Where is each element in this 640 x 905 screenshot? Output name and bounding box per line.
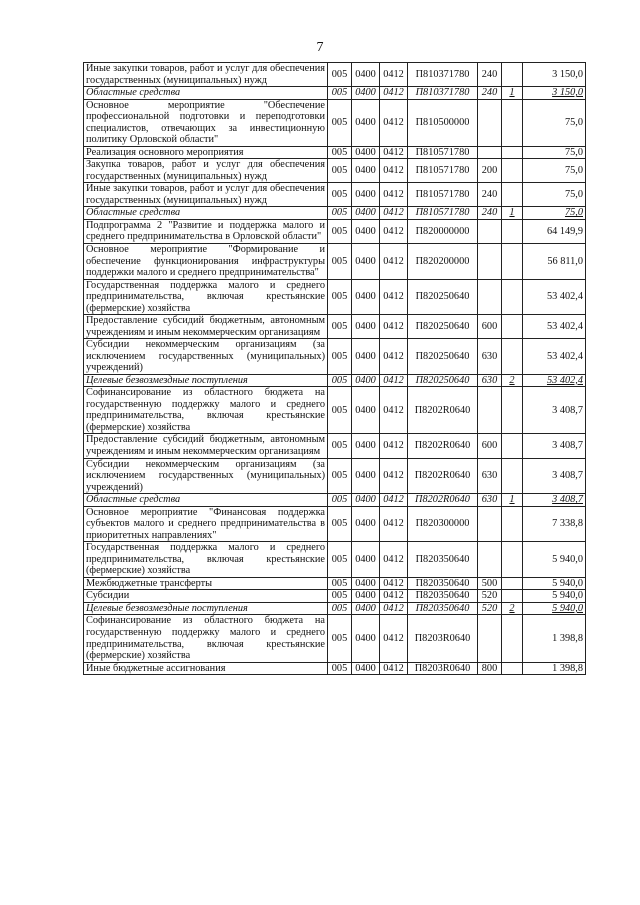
table-row (84, 279, 586, 315)
table-row (84, 183, 586, 207)
amount: 3 408,7 (523, 434, 586, 458)
budget-table (83, 62, 586, 675)
expense-kind-code: 520 (478, 602, 502, 615)
funding-source-code (502, 279, 523, 315)
subsection-code: 0412 (380, 279, 408, 315)
subsection-code: 0412 (380, 99, 408, 146)
row-name: Государственная поддержка малого и среднего предпринимательства, включая крестьянские (фермерские) хозяйства (84, 279, 328, 315)
section-code: 0400 (352, 602, 380, 615)
row-name: Закупка товаров, работ и услуг для обеспечения государственных (муниципальных) нужд (84, 159, 328, 183)
target-article-code: П810571780 (408, 159, 478, 183)
funding-source-code (502, 662, 523, 675)
expense-kind-code: 600 (478, 434, 502, 458)
ministry-code: 005 (328, 279, 352, 315)
subsection-code: 0412 (380, 615, 408, 662)
funding-source-code (502, 159, 523, 183)
table-row (84, 662, 586, 675)
row-name: Целевые безвозмездные поступления (84, 374, 328, 387)
expense-kind-code: 630 (478, 494, 502, 507)
row-name: Основное мероприятие "Формирование и обеспечение функционирования инфраструктуры поддержки малого и среднего предпринимательства" (84, 243, 328, 279)
funding-source-code: 1 (502, 207, 523, 220)
section-code: 0400 (352, 159, 380, 183)
expense-kind-code: 630 (478, 374, 502, 387)
expense-kind-code: 240 (478, 63, 502, 87)
subsection-code: 0412 (380, 183, 408, 207)
expense-kind-code (478, 219, 502, 243)
target-article-code: П8203R0640 (408, 662, 478, 675)
ministry-code: 005 (328, 374, 352, 387)
row-name: Субсидии некоммерческим организациям (за исключением государственных (муниципальных) учреждений) (84, 339, 328, 375)
section-code: 0400 (352, 87, 380, 100)
table-row (84, 146, 586, 159)
amount: 3 150,0 (523, 87, 586, 100)
amount: 75,0 (523, 183, 586, 207)
subsection-code: 0412 (380, 387, 408, 434)
expense-kind-code: 200 (478, 159, 502, 183)
section-code: 0400 (352, 99, 380, 146)
amount: 5 940,0 (523, 577, 586, 590)
target-article-code: П8202R0640 (408, 458, 478, 494)
amount: 53 402,4 (523, 279, 586, 315)
target-article-code: П820300000 (408, 506, 478, 542)
funding-source-code (502, 315, 523, 339)
section-code: 0400 (352, 339, 380, 375)
funding-source-code (502, 542, 523, 578)
amount: 5 940,0 (523, 602, 586, 615)
subsection-code: 0412 (380, 87, 408, 100)
row-name: Софинансирование из областного бюджета на государственную поддержку малого и среднего предпринимательства, включая крестьянские (фермерские) хозяйства (84, 387, 328, 434)
section-code: 0400 (352, 494, 380, 507)
table-row (84, 87, 586, 100)
section-code: 0400 (352, 542, 380, 578)
subsection-code: 0412 (380, 458, 408, 494)
table-row (84, 542, 586, 578)
section-code: 0400 (352, 458, 380, 494)
expense-kind-code: 240 (478, 183, 502, 207)
target-article-code: П820350640 (408, 590, 478, 603)
funding-source-code: 1 (502, 87, 523, 100)
expense-kind-code: 500 (478, 577, 502, 590)
expense-kind-code: 800 (478, 662, 502, 675)
target-article-code: П810571780 (408, 207, 478, 220)
table-row (84, 615, 586, 662)
subsection-code: 0412 (380, 374, 408, 387)
section-code: 0400 (352, 315, 380, 339)
funding-source-code (502, 434, 523, 458)
amount: 5 940,0 (523, 590, 586, 603)
amount: 64 149,9 (523, 219, 586, 243)
section-code: 0400 (352, 577, 380, 590)
funding-source-code (502, 146, 523, 159)
target-article-code: П820250640 (408, 339, 478, 375)
row-name: Иные бюджетные ассигнования (84, 662, 328, 675)
target-article-code: П810371780 (408, 87, 478, 100)
funding-source-code: 2 (502, 374, 523, 387)
amount: 75,0 (523, 159, 586, 183)
ministry-code: 005 (328, 243, 352, 279)
expense-kind-code (478, 387, 502, 434)
target-article-code: П8203R0640 (408, 615, 478, 662)
ministry-code: 005 (328, 662, 352, 675)
section-code: 0400 (352, 590, 380, 603)
target-article-code: П8202R0640 (408, 434, 478, 458)
subsection-code: 0412 (380, 159, 408, 183)
section-code: 0400 (352, 374, 380, 387)
row-name: Подпрограмма 2 "Развитие и поддержка малого и среднего предпринимательства в Орловской области" (84, 219, 328, 243)
row-name: Иные закупки товаров, работ и услуг для обеспечения государственных (муниципальных) нужд (84, 63, 328, 87)
section-code: 0400 (352, 279, 380, 315)
target-article-code: П820200000 (408, 243, 478, 279)
amount: 3 408,7 (523, 494, 586, 507)
expense-kind-code: 630 (478, 458, 502, 494)
ministry-code: 005 (328, 506, 352, 542)
amount: 53 402,4 (523, 374, 586, 387)
funding-source-code (502, 183, 523, 207)
expense-kind-code (478, 506, 502, 542)
funding-source-code (502, 387, 523, 434)
expense-kind-code: 520 (478, 590, 502, 603)
table-row (84, 506, 586, 542)
subsection-code: 0412 (380, 434, 408, 458)
row-name: Основное мероприятие "Финансовая поддержка субъектов малого и среднего предпринимательства в приоритетных направлениях" (84, 506, 328, 542)
ministry-code: 005 (328, 146, 352, 159)
expense-kind-code: 600 (478, 315, 502, 339)
ministry-code: 005 (328, 615, 352, 662)
amount: 56 811,0 (523, 243, 586, 279)
amount: 1 398,8 (523, 662, 586, 675)
ministry-code: 005 (328, 183, 352, 207)
table-row (84, 99, 586, 146)
target-article-code: П8202R0640 (408, 387, 478, 434)
row-name: Софинансирование из областного бюджета на государственную поддержку малого и среднего предпринимательства, включая крестьянские (фермерские) хозяйства (84, 615, 328, 662)
row-name: Целевые безвозмездные поступления (84, 602, 328, 615)
ministry-code: 005 (328, 219, 352, 243)
subsection-code: 0412 (380, 590, 408, 603)
expense-kind-code: 240 (478, 87, 502, 100)
ministry-code: 005 (328, 315, 352, 339)
amount: 7 338,8 (523, 506, 586, 542)
section-code: 0400 (352, 387, 380, 434)
amount: 75,0 (523, 99, 586, 146)
funding-source-code (502, 506, 523, 542)
funding-source-code (502, 339, 523, 375)
subsection-code: 0412 (380, 494, 408, 507)
subsection-code: 0412 (380, 146, 408, 159)
row-name: Государственная поддержка малого и среднего предпринимательства, включая крестьянские (фермерские) хозяйства (84, 542, 328, 578)
table-row (84, 339, 586, 375)
ministry-code: 005 (328, 494, 352, 507)
row-name: Областные средства (84, 87, 328, 100)
expense-kind-code (478, 279, 502, 315)
ministry-code: 005 (328, 63, 352, 87)
funding-source-code (502, 590, 523, 603)
row-name: Основное мероприятие "Обеспечение профессиональной подготовки и переподготовки специалистов, отвечающих за инвестиционную политику Орловской области" (84, 99, 328, 146)
section-code: 0400 (352, 63, 380, 87)
row-name: Областные средства (84, 207, 328, 220)
row-name: Межбюджетные трансферты (84, 577, 328, 590)
row-name: Предоставление субсидий бюджетным, автономным учреждениям и иным некоммерческим организациям (84, 434, 328, 458)
table-row (84, 458, 586, 494)
page-number: 7 (316, 40, 324, 55)
table-row (84, 590, 586, 603)
subsection-code: 0412 (380, 339, 408, 375)
amount: 75,0 (523, 207, 586, 220)
funding-source-code (502, 243, 523, 279)
target-article-code: П810500000 (408, 99, 478, 146)
table-row (84, 494, 586, 507)
ministry-code: 005 (328, 577, 352, 590)
table-row (84, 219, 586, 243)
target-article-code: П820350640 (408, 602, 478, 615)
funding-source-code (502, 99, 523, 146)
funding-source-code: 2 (502, 602, 523, 615)
row-name: Субсидии (84, 590, 328, 603)
target-article-code: П8202R0640 (408, 494, 478, 507)
table-row (84, 159, 586, 183)
expense-kind-code: 240 (478, 207, 502, 220)
section-code: 0400 (352, 183, 380, 207)
subsection-code: 0412 (380, 542, 408, 578)
target-article-code: П810571780 (408, 183, 478, 207)
section-code: 0400 (352, 662, 380, 675)
ministry-code: 005 (328, 434, 352, 458)
amount: 75,0 (523, 146, 586, 159)
section-code: 0400 (352, 615, 380, 662)
amount: 53 402,4 (523, 339, 586, 375)
funding-source-code: 1 (502, 494, 523, 507)
subsection-code: 0412 (380, 243, 408, 279)
target-article-code: П810571780 (408, 146, 478, 159)
table-row (84, 207, 586, 220)
ministry-code: 005 (328, 458, 352, 494)
table-row (84, 374, 586, 387)
ministry-code: 005 (328, 159, 352, 183)
section-code: 0400 (352, 146, 380, 159)
row-name: Предоставление субсидий бюджетным, автономным учреждениям и иным некоммерческим организациям (84, 315, 328, 339)
expense-kind-code: 630 (478, 339, 502, 375)
expense-kind-code (478, 542, 502, 578)
funding-source-code (502, 63, 523, 87)
subsection-code: 0412 (380, 315, 408, 339)
target-article-code: П820250640 (408, 315, 478, 339)
table-row (84, 243, 586, 279)
section-code: 0400 (352, 219, 380, 243)
ministry-code: 005 (328, 99, 352, 146)
funding-source-code (502, 458, 523, 494)
ministry-code: 005 (328, 207, 352, 220)
section-code: 0400 (352, 207, 380, 220)
expense-kind-code (478, 243, 502, 279)
funding-source-code (502, 615, 523, 662)
target-article-code: П810371780 (408, 63, 478, 87)
table-row (84, 387, 586, 434)
amount: 53 402,4 (523, 315, 586, 339)
row-name: Областные средства (84, 494, 328, 507)
table-row (84, 63, 586, 87)
target-article-code: П820350640 (408, 577, 478, 590)
target-article-code: П820350640 (408, 542, 478, 578)
amount: 5 940,0 (523, 542, 586, 578)
funding-source-code (502, 577, 523, 590)
ministry-code: 005 (328, 590, 352, 603)
row-name: Субсидии некоммерческим организациям (за исключением государственных (муниципальных) учреждений) (84, 458, 328, 494)
ministry-code: 005 (328, 339, 352, 375)
table-row (84, 315, 586, 339)
amount: 3 408,7 (523, 458, 586, 494)
amount: 1 398,8 (523, 615, 586, 662)
ministry-code: 005 (328, 87, 352, 100)
budget-table-body (84, 63, 586, 675)
ministry-code: 005 (328, 542, 352, 578)
subsection-code: 0412 (380, 506, 408, 542)
ministry-code: 005 (328, 602, 352, 615)
funding-source-code (502, 219, 523, 243)
table-row (84, 577, 586, 590)
table-row (84, 602, 586, 615)
section-code: 0400 (352, 506, 380, 542)
expense-kind-code (478, 615, 502, 662)
target-article-code: П820250640 (408, 279, 478, 315)
section-code: 0400 (352, 243, 380, 279)
subsection-code: 0412 (380, 219, 408, 243)
subsection-code: 0412 (380, 63, 408, 87)
amount: 3 150,0 (523, 63, 586, 87)
row-name: Иные закупки товаров, работ и услуг для обеспечения государственных (муниципальных) нужд (84, 183, 328, 207)
expense-kind-code (478, 99, 502, 146)
subsection-code: 0412 (380, 207, 408, 220)
amount: 3 408,7 (523, 387, 586, 434)
target-article-code: П820000000 (408, 219, 478, 243)
subsection-code: 0412 (380, 577, 408, 590)
row-name: Реализация основного мероприятия (84, 146, 328, 159)
subsection-code: 0412 (380, 602, 408, 615)
ministry-code: 005 (328, 387, 352, 434)
section-code: 0400 (352, 434, 380, 458)
table-row (84, 434, 586, 458)
expense-kind-code (478, 146, 502, 159)
target-article-code: П820250640 (408, 374, 478, 387)
subsection-code: 0412 (380, 662, 408, 675)
